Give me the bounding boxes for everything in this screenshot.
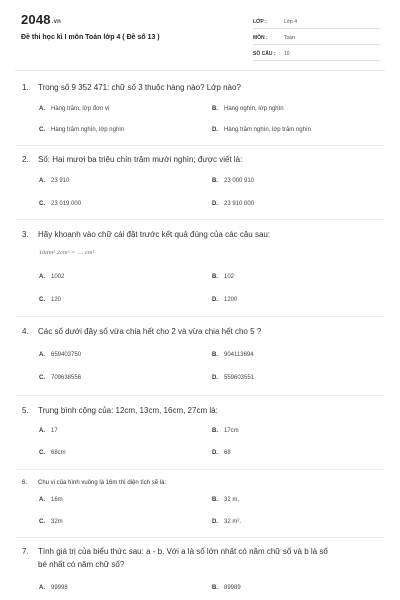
option-b[interactable] <box>212 428 239 434</box>
meta-value: 10 <box>284 50 290 57</box>
option-b[interactable] <box>212 178 254 184</box>
question-text: Trung bình cộng của: 12cm, 13cm, 16cm, 27cm là: <box>38 406 218 415</box>
option-text: 1002 <box>51 274 65 280</box>
option-letter: A. <box>39 585 45 591</box>
header-divider <box>15 70 385 71</box>
option-b[interactable] <box>212 274 234 280</box>
question-text: Số: Hai mươi ba triệu chín trăm mười nghìn; được viết là: <box>38 155 243 164</box>
option-c[interactable] <box>39 519 63 525</box>
option-a[interactable] <box>39 274 64 280</box>
option-text: 23 000 910 <box>224 178 255 184</box>
option-letter: C. <box>39 297 45 303</box>
question-number: 5. <box>22 406 29 415</box>
question-number: 7. <box>22 547 29 556</box>
meta-label: MÔN : <box>253 34 268 41</box>
question-divider <box>15 316 385 317</box>
option-letter: B. <box>212 178 218 184</box>
option-c[interactable] <box>39 375 81 381</box>
question-stem <box>22 325 382 338</box>
option-text: 32 m². <box>224 519 242 525</box>
option-a[interactable] <box>39 497 63 503</box>
option-a[interactable] <box>39 178 69 184</box>
question-text: Tính giá trị của biểu thức sau: a - b. Với a là số lớn nhất có năm chữ số và b là số <box>38 547 328 556</box>
question-text: Hãy khoanh vào chữ cái đặt trước kết quả đúng của các câu sau: <box>38 230 271 239</box>
option-text: 16m <box>51 497 63 503</box>
option-d[interactable] <box>212 297 237 303</box>
option-letter: D. <box>212 519 218 525</box>
option-d[interactable] <box>212 450 231 456</box>
option-letter: D. <box>212 297 218 303</box>
option-letter: D. <box>212 201 218 207</box>
option-letter: A. <box>39 178 45 184</box>
option-text: Hàng trăm nghìn, lớp trăm nghìn <box>224 127 311 133</box>
option-c[interactable] <box>39 297 61 303</box>
option-text: Hàng nghìn, lớp nghìn <box>224 106 284 112</box>
question-stem <box>22 545 382 571</box>
option-letter: B. <box>212 585 218 591</box>
option-letter: C. <box>39 127 45 133</box>
question-stem <box>22 404 382 417</box>
question-text: Chu vi của hình vuông là 16m thì diện tích sẽ là: <box>38 480 167 486</box>
option-a[interactable] <box>39 428 58 434</box>
site-logo[interactable] <box>21 12 61 27</box>
option-b[interactable] <box>212 106 284 112</box>
option-d[interactable] <box>212 201 254 207</box>
question-stem <box>22 228 382 241</box>
option-text: Hàng trăm, lớp đơn vị <box>51 106 110 112</box>
question-divider <box>15 219 385 220</box>
option-a[interactable] <box>39 352 81 358</box>
option-c[interactable] <box>39 450 66 456</box>
meta-value: Lớp 4 <box>284 18 298 25</box>
meta-value: Toán <box>284 34 295 41</box>
option-letter: A. <box>39 428 45 434</box>
option-d[interactable] <box>212 375 254 381</box>
option-letter: D. <box>212 127 218 133</box>
option-text: 32m <box>51 519 63 525</box>
option-letter: B. <box>212 106 218 112</box>
option-letter: C. <box>39 375 45 381</box>
option-text: 1200 <box>224 297 238 303</box>
option-text: 709638556 <box>51 375 82 381</box>
option-a[interactable] <box>39 585 68 591</box>
meta-row-subject <box>253 31 380 45</box>
question-stem <box>22 477 382 490</box>
option-text: 99998 <box>51 585 68 591</box>
option-d[interactable] <box>212 519 241 525</box>
meta-row-count <box>253 47 380 61</box>
question-number: 3. <box>22 230 29 239</box>
option-letter: B. <box>212 352 218 358</box>
option-text: 120 <box>51 297 62 303</box>
formula-expression: 10dm² 2cm² = .... cm² <box>39 250 95 256</box>
option-letter: B. <box>212 497 218 503</box>
question-divider <box>15 469 385 470</box>
meta-label: LỚP : <box>253 18 267 25</box>
option-letter: A. <box>39 106 45 112</box>
option-text: 89989 <box>224 585 241 591</box>
option-text: 102 <box>224 274 235 280</box>
question-divider <box>15 395 385 396</box>
option-letter: A. <box>39 352 45 358</box>
option-text: 23 910 <box>51 178 70 184</box>
option-text: 559603551 <box>224 375 255 381</box>
question-number: 2. <box>22 155 29 164</box>
question-divider <box>15 145 385 146</box>
question-text: Các số dưới đây số vừa chia hết cho 2 và vừa chia hết cho 5 ? <box>38 327 262 336</box>
question-text-continued: bé nhất có năm chữ số? <box>38 560 125 569</box>
logo-text: 2048 <box>21 12 51 27</box>
option-b[interactable] <box>212 585 241 591</box>
exam-meta <box>253 15 380 63</box>
option-letter: C. <box>39 519 45 525</box>
option-letter: A. <box>39 497 45 503</box>
question-divider <box>15 537 385 538</box>
option-b[interactable] <box>212 497 239 503</box>
question-stem <box>22 81 382 94</box>
option-d[interactable] <box>212 127 311 133</box>
question-number: 1. <box>22 83 29 92</box>
option-letter: C. <box>39 201 45 207</box>
option-a[interactable] <box>39 106 109 112</box>
question-number: 4. <box>22 327 29 336</box>
question-number: 6. <box>22 480 28 486</box>
option-text: 17 <box>51 428 58 434</box>
option-text: 23 019 000 <box>51 201 82 207</box>
meta-label: SỐ CÂU : <box>253 50 276 57</box>
option-text: 904113694 <box>224 352 254 358</box>
option-b[interactable] <box>212 352 254 358</box>
option-letter: C. <box>39 450 45 456</box>
option-text: 32 m. <box>224 497 240 503</box>
option-letter: D. <box>212 450 218 456</box>
option-letter: D. <box>212 375 218 381</box>
option-text: 17cm <box>224 428 239 434</box>
option-text: 659403750 <box>51 352 82 358</box>
option-c[interactable] <box>39 127 124 133</box>
question-stem <box>22 153 382 166</box>
question-text: Trong số 9 352 471: chữ số 3 thuộc hàng nào? Lớp nào? <box>38 83 241 92</box>
meta-row-grade <box>253 15 380 29</box>
option-letter: B. <box>212 428 218 434</box>
option-c[interactable] <box>39 201 81 207</box>
exam-title: Đề thi học kì I môn Toán lớp 4 ( Đề số 13 ) <box>21 34 160 41</box>
option-text: 23 910 000 <box>224 201 255 207</box>
option-text: 68cm <box>51 450 66 456</box>
logo-suffix: .vn <box>51 19 62 25</box>
option-letter: A. <box>39 274 45 280</box>
option-text: Hàng trăm nghìn, lớp nghìn <box>51 127 125 133</box>
option-text: 68 <box>224 450 231 456</box>
option-letter: B. <box>212 274 218 280</box>
